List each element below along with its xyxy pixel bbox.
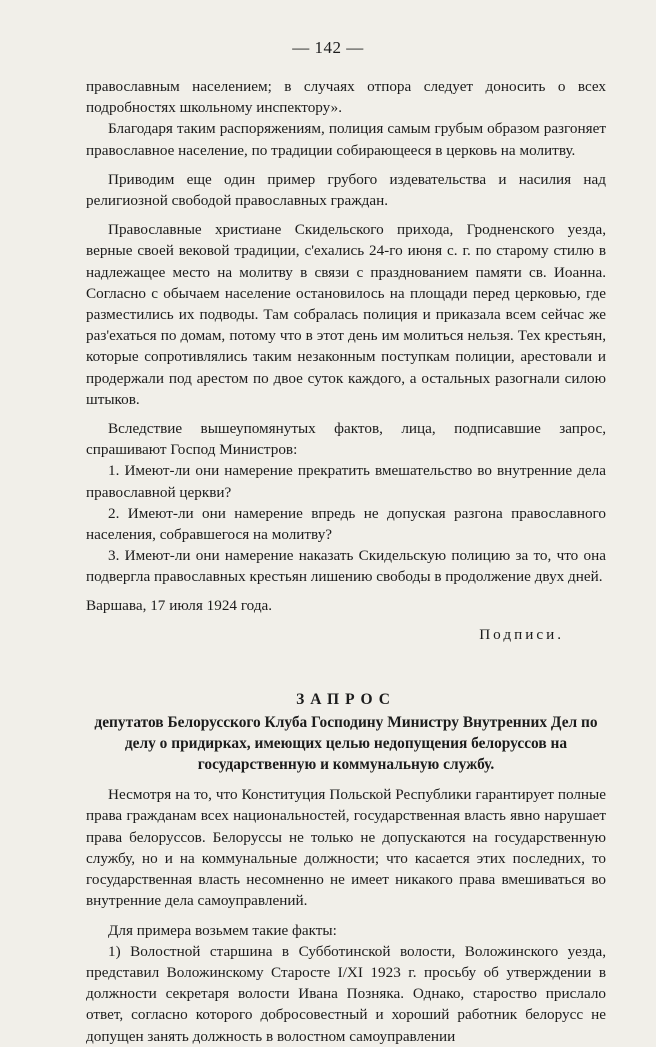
paragraph-examples-intro: Для примера возьмем такие факты:: [108, 921, 337, 939]
signatures: Подписи.: [479, 625, 564, 643]
question-3: 3. Имеют-ли они намерение наказать Скидельскую полицию за то, что она подвергла православных крестьян лишению свободы в продолжение двух дней.: [86, 547, 606, 586]
question-2: 2. Имеют-ли они намерение впредь не допуская разгона православного населения, собравшегося на молитву?: [86, 504, 606, 544]
page-body: [86, 76, 606, 1047]
paragraph-continuation: православным населением; в случаях отпора следует доносить о всех подробностях школьному инспектору».: [86, 78, 606, 117]
date-line: Варшава, 17 июля 1924 года.: [86, 596, 273, 614]
page-number: — 142 —: [292, 38, 364, 57]
paragraph-inquiry-intro: Вследствие вышеупомянутых фактов, лица, подписавшие запрос, спрашивают Господ Министров:: [86, 420, 606, 459]
question-1: 1. Имеют-ли они намерение прекратить вмешательство во внутренние дела православной церкви?: [86, 462, 606, 501]
paragraph-skidel-parish: Православные христиане Скидельского прихода, Гродненского уезда, верные своей вековой традиции, с'ехались 24-го июня с. г. по старому стилю в надлежащее место на молитву в связи с празднованием памяти св. Иоанна. Согласно с обычаем население остановилось на площади перед церковью, где разместились их подводы. Там собралась полиция и приказала всем сейчас же раз'ехаться по домам, потому что в этот день им молиться нельзя. Тех крестьян, которые сопротивлялись таким незаконным поступкам полиции, арестовали и продержали под арестом по двое суток каждого, а остальных разогнали силою штыков.: [86, 221, 606, 408]
section-subtitle: депутатов Белорусского Клуба Господину Министру Внутренних Дел по делу о придирках, имеющих целью недопущения белоруссов на государственную и коммунальную службу.: [94, 714, 598, 774]
paragraph-police-dispersal: Благодаря таким распоряжениям, полиция самым грубым образом разгоняет православное население, по традиции собирающееся в церковь на молитву.: [86, 120, 606, 159]
paragraph-constitution: Несмотря на то, что Конституция Польской Республики гарантирует полные права гражданам всех национальностей, государственная власть явно нарушает права белоруссов. Белоруссы не только не допускаются на государственную службу, но и на коммунальные должности; что касается этих последних, то государственная власть несомненно не имеет никакого права вмешиваться во внутренние дела самоуправлений.: [86, 786, 606, 910]
paragraph-fact-1: 1) Волостной старшина в Субботинской волости, Воложинского уезда, представил Воложинскому Старосте I/XI 1923 г. просьбу об утверждении в должности секретаря волости Ивана Позняка. Однако, староство прислало ответ, согласно которого добросовестный и хороший работник белорусс не допущен занять должность в волостном самоуправлении: [86, 942, 606, 1045]
section-title: ЗАПРОС: [296, 691, 396, 709]
paragraph-another-example: Приводим еще один пример грубого издевательства и насилия над религиозной свободой православных граждан.: [86, 170, 606, 210]
